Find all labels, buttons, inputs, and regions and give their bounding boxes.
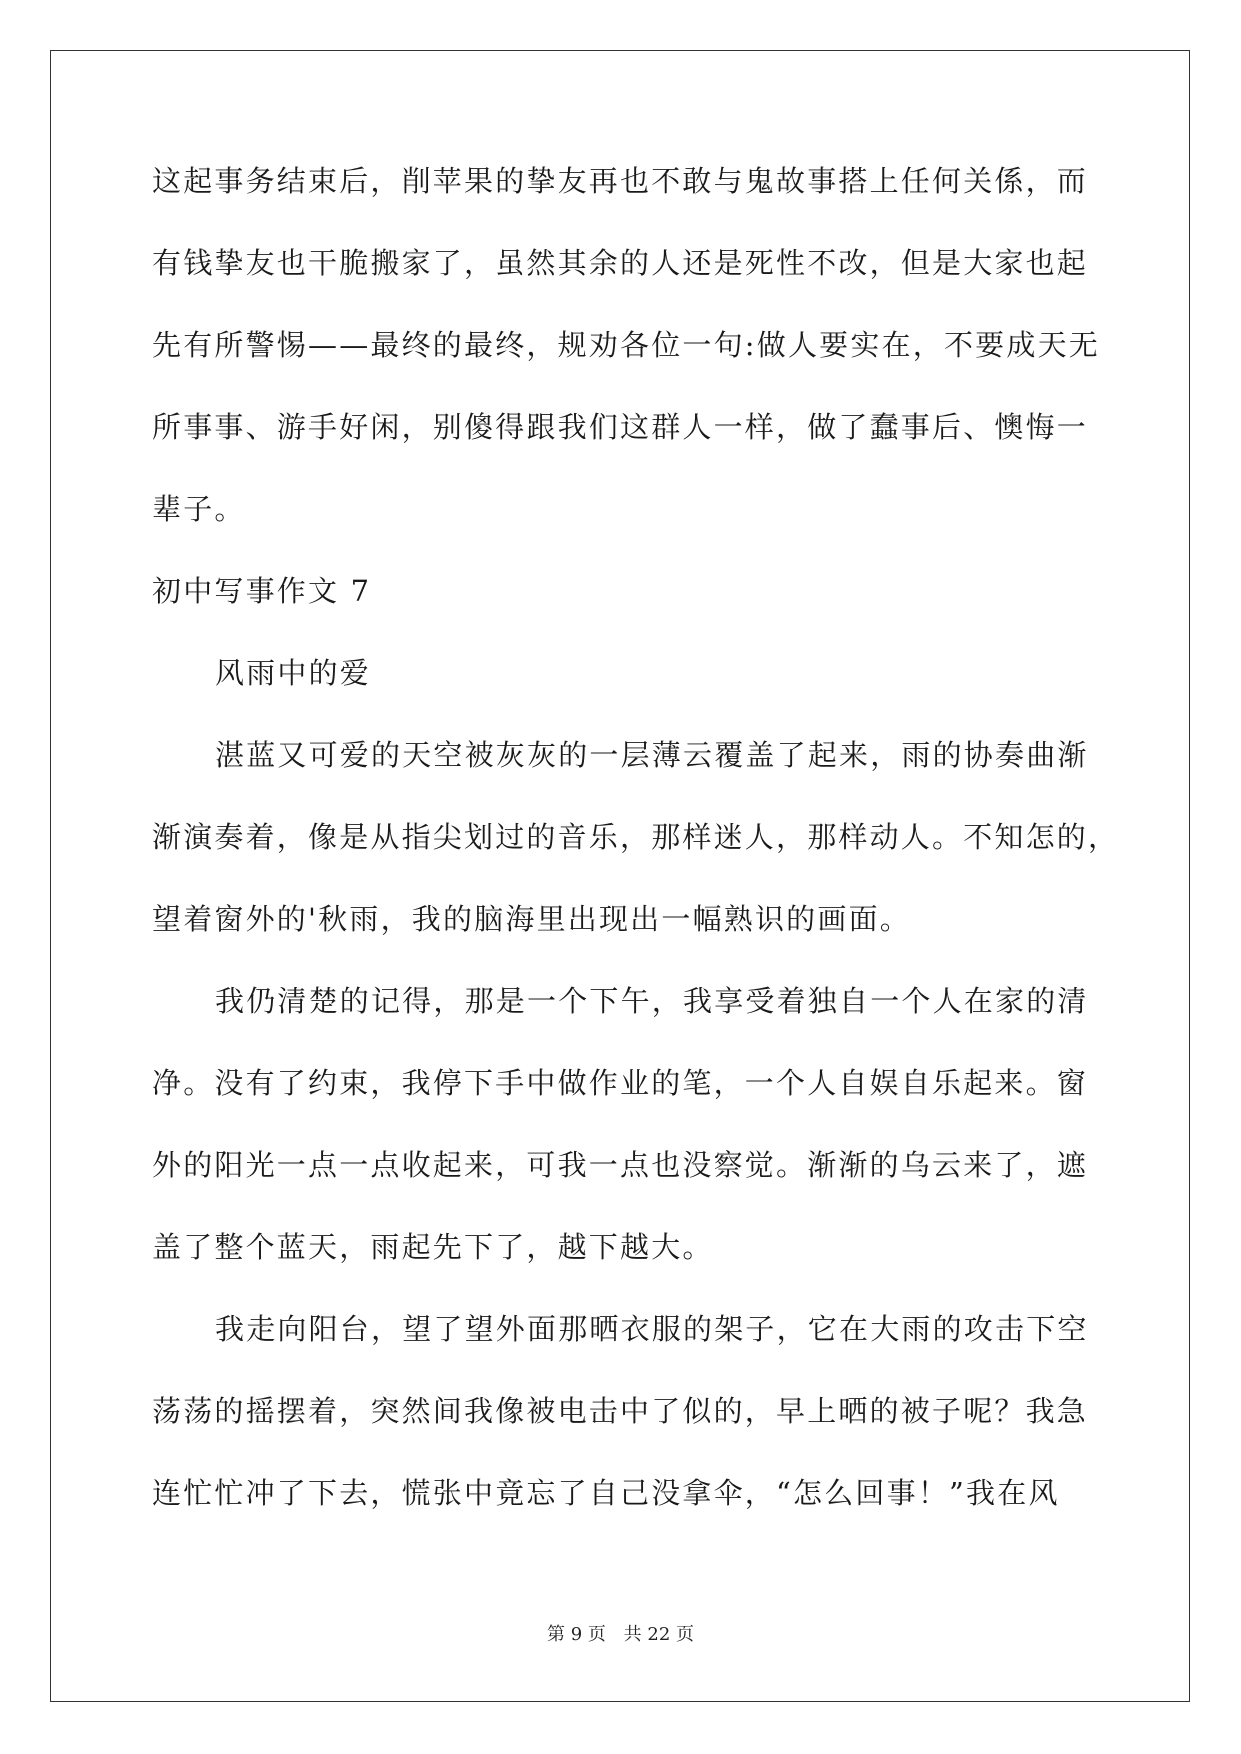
- text-line-15: 我走向阳台，望了望外面那晒衣服的架子，它在大雨的攻击下空: [215, 1312, 1089, 1346]
- document-body: [152, 160, 1120, 1554]
- page-total: 共 22 页: [623, 1624, 694, 1645]
- text-line-17: 连忙忙冲了下去，慌张中竟忘了自己没拿伞，“怎么回事！”我在风: [152, 1476, 1060, 1510]
- text-line-2: 有钱挚友也干脆搬家了，虽然其余的人还是死性不改，但是大家也起: [152, 246, 1089, 280]
- text-line-5: 辈子。: [152, 492, 246, 526]
- text-line-16: 荡荡的摇摆着，突然间我像被电击中了似的，早上晒的被子呢？我急: [152, 1394, 1089, 1428]
- text-line-10: 望着窗外的'秋雨，我的脑海里出现出一幅熟识的画面。: [152, 902, 911, 936]
- page-footer: [0, 1620, 1241, 1646]
- page-number: 第 9 页: [547, 1624, 606, 1645]
- section-heading: 初中写事作文 7: [152, 574, 372, 608]
- essay-title: 风雨中的爱: [215, 656, 372, 690]
- text-line-4: 所事事、游手好闲，别傻得跟我们这群人一样，做了蠢事后、懊悔一: [152, 410, 1089, 444]
- text-line-13: 外的阳光一点一点收起来，可我一点也没察觉。渐渐的乌云来了，遮: [152, 1148, 1089, 1182]
- text-line-12: 净。没有了约束，我停下手中做作业的笔，一个人自娱自乐起来。窗: [152, 1066, 1089, 1100]
- text-line-11: 我仍清楚的记得，那是一个下午，我享受着独自一个人在家的清: [215, 984, 1089, 1018]
- text-line-14: 盖了整个蓝天，雨起先下了，越下越大。: [152, 1230, 714, 1264]
- text-line-8: 湛蓝又可爱的天空被灰灰的一层薄云覆盖了起来，雨的协奏曲渐: [215, 738, 1089, 772]
- text-line-1: 这起事务结束后，削苹果的挚友再也不敢与鬼故事搭上任何关係，而: [152, 164, 1089, 198]
- text-line-9: 渐演奏着，像是从指尖划过的音乐，那样迷人，那样动人。不知怎的，: [152, 820, 1120, 854]
- text-line-3: 先有所警惕——最终的最终，规劝各位一句:做人要实在，不要成天无: [152, 328, 1100, 362]
